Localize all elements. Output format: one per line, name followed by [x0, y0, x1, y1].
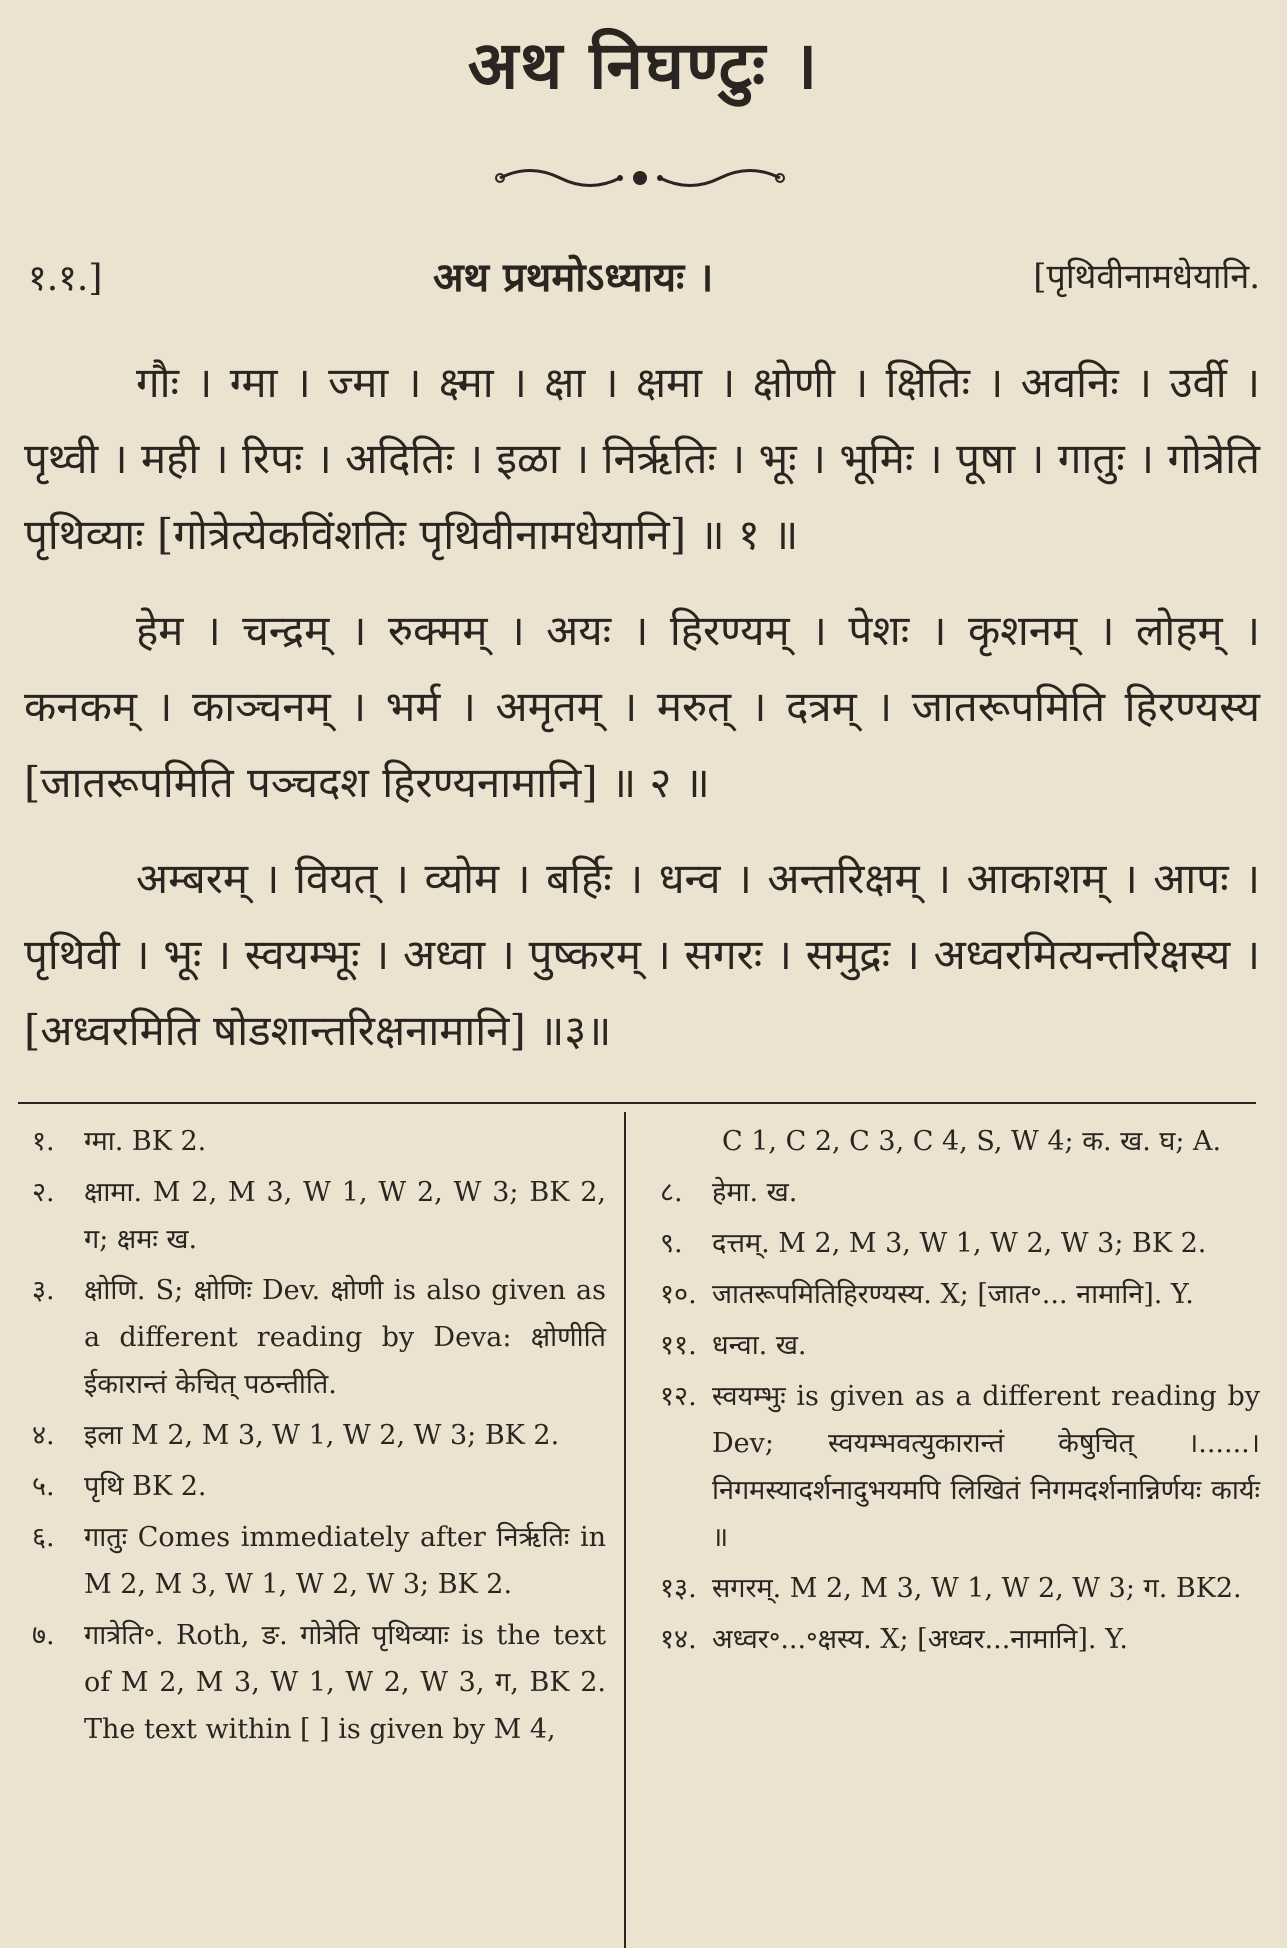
section-number: १.१.]: [28, 258, 103, 299]
footnote: [660, 1565, 1260, 1612]
footnote: [32, 1612, 606, 1753]
footnote: [660, 1271, 1260, 1318]
footnotes-left-column: [32, 1118, 606, 1757]
footnote-text: इला M 2, M 3, W 1, W 2, W 3; BK 2.: [84, 1420, 560, 1451]
footnote: [32, 1514, 606, 1608]
verse-3: अम्बरम् । वियत् । व्योम । बर्हिः । धन्व । अन्तरिक्षम् । आकाशम् । आपः । पृथिवी । भूः । स्वयम्भूः । अध्वा । पुष्करम् । सगरः । समुद्रः । अध्वरमित्यन्तरिक्षस्य । [अध्वरमिति षोडशान्तरिक्षनामानि] ॥३॥: [24, 854, 1260, 1055]
footnote: [660, 1616, 1260, 1663]
footnote-number: १३.: [660, 1573, 697, 1604]
footnote-text: जातरूपमितिहिरण्यस्य. X; [जात॰... नामानि]. Y.: [712, 1279, 1194, 1310]
footnote: [32, 1118, 606, 1165]
ornament-divider-icon: [490, 158, 790, 198]
footnote-number: १०.: [660, 1279, 697, 1310]
footnote-number: ११.: [660, 1330, 697, 1361]
chapter-title: अथ प्रथमोऽध्यायः ।: [433, 254, 714, 301]
footnotes-right-column: [660, 1118, 1260, 1667]
footnote: [660, 1322, 1260, 1369]
footnote-number: ९.: [660, 1228, 683, 1259]
footnote-number: १२.: [660, 1381, 697, 1412]
footnote-number: ७.: [32, 1620, 55, 1651]
footnote-text: धन्वा. ख.: [712, 1330, 807, 1361]
verse-2: हेम । चन्द्रम् । रुक्मम् । अयः । हिरण्यम् । पेशः । कृशनम् । लोहम् । कनकम् । काञ्चनम् । भर्म । अमृतम् । मरुत् । दत्रम् । जातरूपमिति हिरण्यस्य [जातरूपमिति पञ्चदश हिरण्यनामानि] ॥ २ ॥: [24, 606, 1260, 807]
footnote-number: ३.: [32, 1275, 55, 1306]
column-separator: [624, 1112, 626, 1948]
footnote: [660, 1169, 1260, 1216]
footnote: [32, 1267, 606, 1408]
footnote-number: ८.: [660, 1177, 683, 1208]
footnote-text: गात्रेति॰. Roth, ङ. गोत्रेति पृथिव्याः is the text of M 2, M 3, W 1, W 2, W 3, ग, BK 2. The text within [ ] is given by M 4,: [84, 1620, 606, 1745]
page-title: अथ निघण्टुः ।: [467, 26, 820, 104]
chapter-header: [28, 252, 1260, 306]
footnote-text: पृथि BK 2.: [84, 1471, 207, 1502]
footnote: [660, 1220, 1260, 1267]
footnote-number: ६.: [32, 1522, 55, 1553]
footnote-text: गातुः Comes immediately after निर्ऋतिः in M 2, M 3, W 1, W 2, W 3; BK 2.: [84, 1522, 606, 1600]
verse-block: [24, 345, 1260, 1089]
verse-1: गौः । ग्मा । ज्मा । क्ष्मा । क्षा । क्षमा । क्षोणी । क्षितिः । अवनिः । उर्वी । पृथ्वी । मही । रिपः । अदितिः । इळा । निर्ऋतिः । भूः । भूमिः । पूषा । गातुः । गोत्रेति पृथिव्याः [गोत्रेत्येकविंशतिः पृथिवीनामधेयानि] ॥ १ ॥: [24, 358, 1260, 559]
footnote-text: स्वयम्भुः is given as a different reading by Dev; स्वयम्भवत्युकारान्तं केषुचित् ।......। निगमस्यादर्शनादुभयमपि लिखितं निगमदर्शनान्निर्णयः कार्यः ॥: [712, 1381, 1260, 1553]
footnote-continuation: C 1, C 2, C 3, C 4, S, W 4; क. ख. घ; A.: [722, 1126, 1222, 1157]
footnote-divider: [18, 1102, 1256, 1104]
footnote-text: क्षोणि. S; क्षोणिः Dev. क्षोणी is also given as a different reading by Deva: क्षोणीति ईकारान्तं केचित् पठन्तीति.: [84, 1275, 606, 1400]
footnote-number: १.: [32, 1126, 55, 1157]
footnote-text: क्षामा. M 2, M 3, W 1, W 2, W 3; BK 2, ग; क्षमः ख.: [84, 1177, 606, 1255]
footnote-text: सगरम्. M 2, M 3, W 1, W 2, W 3; ग. BK2.: [712, 1573, 1242, 1604]
footnote-text: दत्तम्. M 2, M 3, W 1, W 2, W 3; BK 2.: [712, 1228, 1207, 1259]
footnote-text: ग्मा. BK 2.: [84, 1126, 207, 1157]
footnote-text: हेमा. ख.: [712, 1177, 798, 1208]
footnote: [32, 1463, 606, 1510]
footnote-text: अध्वर॰...॰क्षस्य. X; [अध्वर...नामानि]. Y.: [712, 1624, 1129, 1655]
footnote: [660, 1373, 1260, 1561]
running-head: [पृथिवीनामधेयानि.: [1033, 257, 1260, 297]
footnote-number: १४.: [660, 1624, 697, 1655]
footnote-number: २.: [32, 1177, 55, 1208]
footnote-number: ४.: [32, 1420, 55, 1451]
footnote-number: ५.: [32, 1471, 55, 1502]
footnote: [32, 1169, 606, 1263]
footnote: [32, 1412, 606, 1459]
